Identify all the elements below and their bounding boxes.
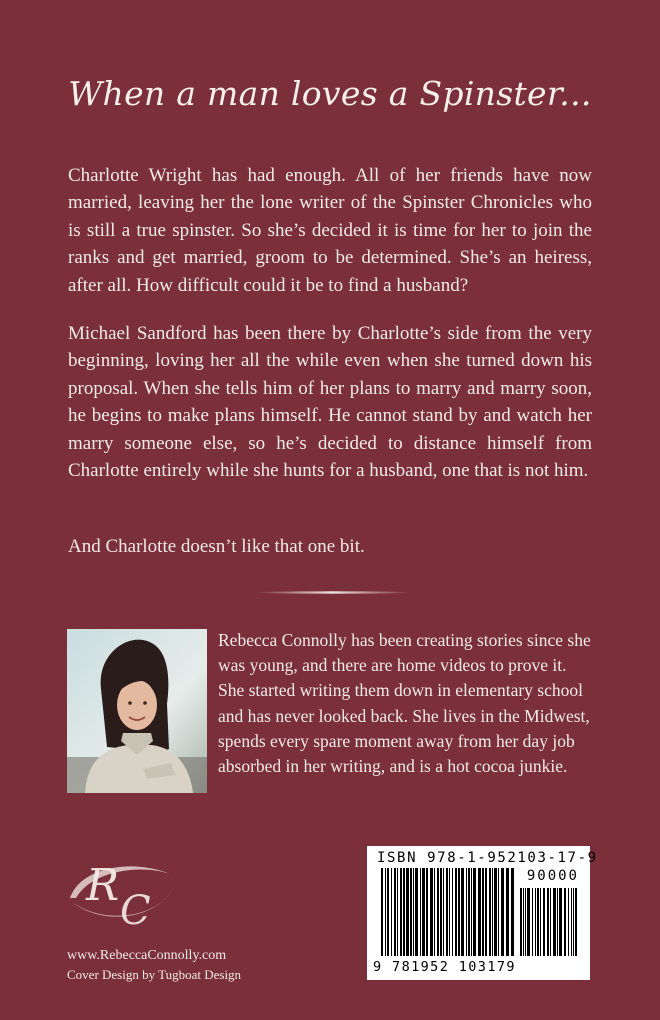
price-code: 90000: [526, 868, 579, 884]
svg-text:R: R: [86, 860, 120, 911]
blurb-paragraph-1: Charlotte Wright has had enough. All of her friends have now married, leaving her the lone writer of the Spinster Chronicles who is still a true spinster. So she’s decided it is time for her to join the ranks and get married, groom to be determined. She’s an heiress, after all. How difficult could it be to find a husband?: [68, 165, 592, 296]
blurb-paragraph-2: Michael Sandford has been there by Charlotte’s side from the very beginning, loving her all the while even when she turned down his proposal. When she tells him of her plans to marry and marry soon, he begins to make plans himself. He cannot stand by and watch her marry someone else, so he’s decided to distance himself from Charlotte entirely while she hunts for a husband, one that is not him.: [68, 323, 592, 482]
rc-monogram-logo: [62, 840, 182, 940]
author-website: www.RebeccaConnolly.com: [67, 948, 227, 963]
barcode-digits: 9 781952 103179: [373, 959, 516, 975]
author-photo: [67, 629, 207, 793]
blurb-paragraph-3: And Charlotte doesn’t like that one bit.: [68, 536, 365, 557]
divider-flourish: [255, 591, 411, 594]
cover-design-credit: Cover Design by Tugboat Design: [67, 967, 242, 982]
author-bio: Rebecca Connolly has been creating stories since she was young, and there are home videos to prove it. She started writing them down in elementary school and has never looked back. She lives in the Midwest, spends every spare moment away from her day job absorbed in her writing, and is a hot cocoa junkie.: [218, 630, 591, 777]
tagline: When a man loves a Spinster...: [68, 74, 592, 113]
isbn-label: ISBN 978-1-952103-17-9: [377, 850, 598, 866]
isbn-barcode: [367, 846, 598, 980]
svg-text:C: C: [120, 888, 151, 934]
